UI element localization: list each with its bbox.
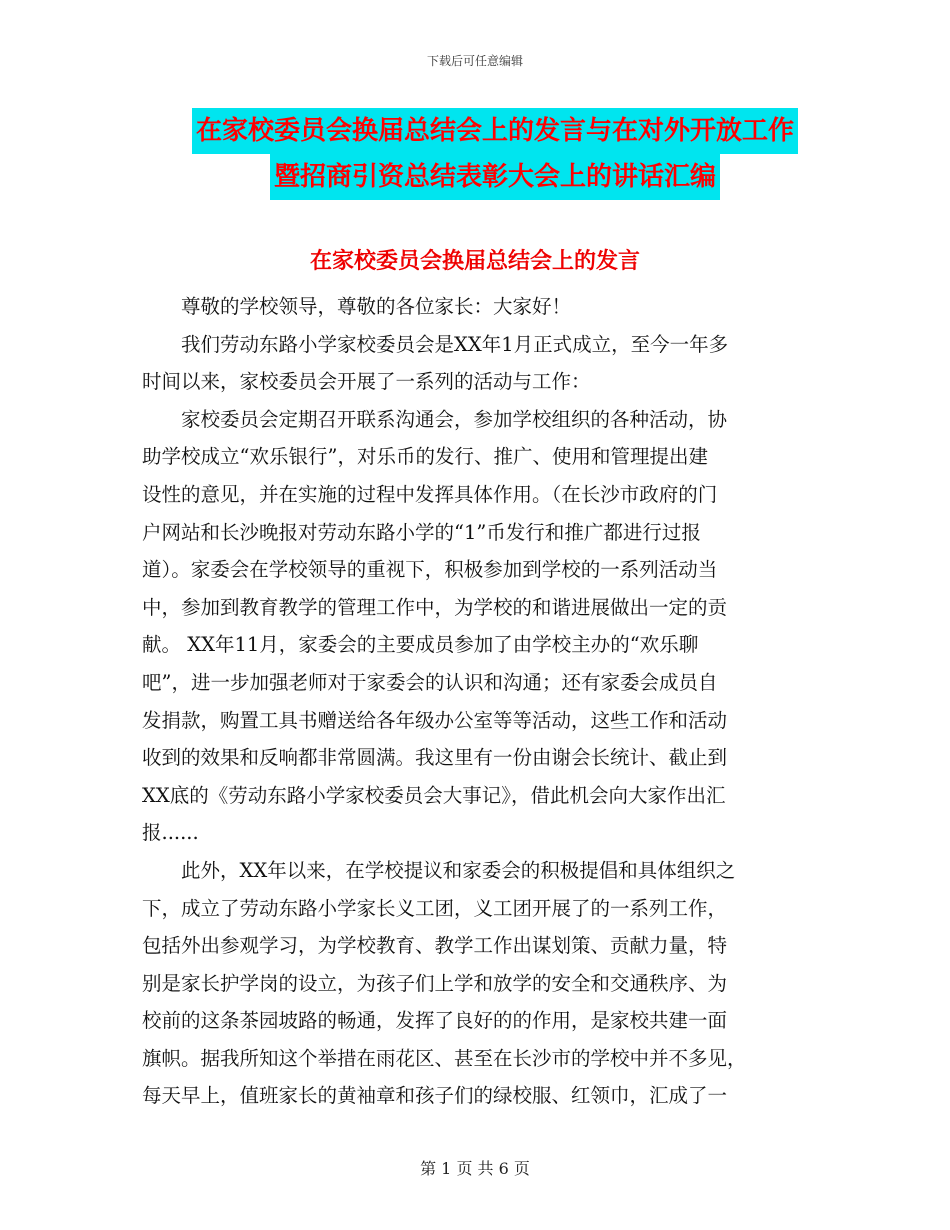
text-line: 此外，XX年以来，在学校提议和家委会的积极提倡和具体组织之 xyxy=(142,858,736,882)
text-line: 别是家长护学岗的设立，为孩子们上学和放学的安全和交通秩序、为 xyxy=(142,971,728,995)
text-line: 包括外出参观学习，为学校教育、教学工作出谋划策、贡献力量，特 xyxy=(142,934,728,958)
text-line: 时间以来，家校委员会开展了一系列的活动与工作： xyxy=(142,370,591,394)
text-line: 户网站和长沙晚报对劳动东路小学的“1”币发行和推广都进行过报 xyxy=(142,520,701,544)
section-title: 在家校委员会换届总结会上的发言 xyxy=(309,249,640,274)
text-line: 每天早上，值班家长的黄袖章和孩子们的绿校服、红领巾，汇成了一 xyxy=(142,1084,728,1108)
text-line: 道）。家委会在学校领导的重视下，积极参加到学校的一系列活动当 xyxy=(142,558,718,582)
text-line: 我们劳动东路小学家校委员会是XX年1月正式成立，至今一年多 xyxy=(142,332,729,356)
text-line: 收到的效果和反响都非常圆满。我这里有一份由谢会长统计、截止到 xyxy=(142,746,728,770)
text-line: 中，参加到教育教学的管理工作中，为学校的和谐进展做出一定的贡 xyxy=(142,595,728,619)
body-text xyxy=(142,288,808,1115)
title-line-2: 暨招商引资总结表彰大会上的讲话汇编 xyxy=(270,154,720,200)
text-line: 助学校成立“欢乐银行”，对乐币的发行、推广、使用和管理提出建 xyxy=(142,445,708,469)
text-line: 吧”，进一步加强老师对于家委会的认识和沟通；还有家委会成员自 xyxy=(142,670,718,694)
page-header: 下载后可任意编辑 xyxy=(426,54,523,68)
text-line: 献。 XX年11月，家委会的主要成员参加了由学校主办的“欢乐聊 xyxy=(142,633,699,657)
text-line: 发捐款，购置工具书赠送给各年级办公室等等活动，这些工作和活动 xyxy=(142,708,728,732)
text-line: 报...... xyxy=(142,821,199,845)
document-title xyxy=(150,108,840,200)
text-line: XX底的《劳动东路小学家校委员会大事记》，借此机会向大家作出汇 xyxy=(142,783,726,807)
text-line: 家校委员会定期召开联系沟通会，参加学校组织的各种活动，协 xyxy=(142,407,728,431)
text-line: 尊敬的学校领导，尊敬的各位家长：大家好！ xyxy=(142,295,572,318)
page-footer: 第 1 页 共 6 页 xyxy=(420,1159,530,1178)
title-line-1: 在家校委员会换届总结会上的发言与在对外开放工作 xyxy=(192,108,798,154)
text-line: 校前的这条茶园坡路的畅通，发挥了良好的的作用，是家校共建一面 xyxy=(142,1009,728,1033)
text-line: 设性的意见，并在实施的过程中发挥具体作用。（在长沙市政府的门 xyxy=(142,482,718,506)
text-line: 下，成立了劳动东路小学家长义工团，义工团开展了的一系列工作， xyxy=(142,896,728,920)
text-line: 旗帜。据我所知这个举措在雨花区、甚至在长沙市的学校中并不多见， xyxy=(142,1046,747,1070)
